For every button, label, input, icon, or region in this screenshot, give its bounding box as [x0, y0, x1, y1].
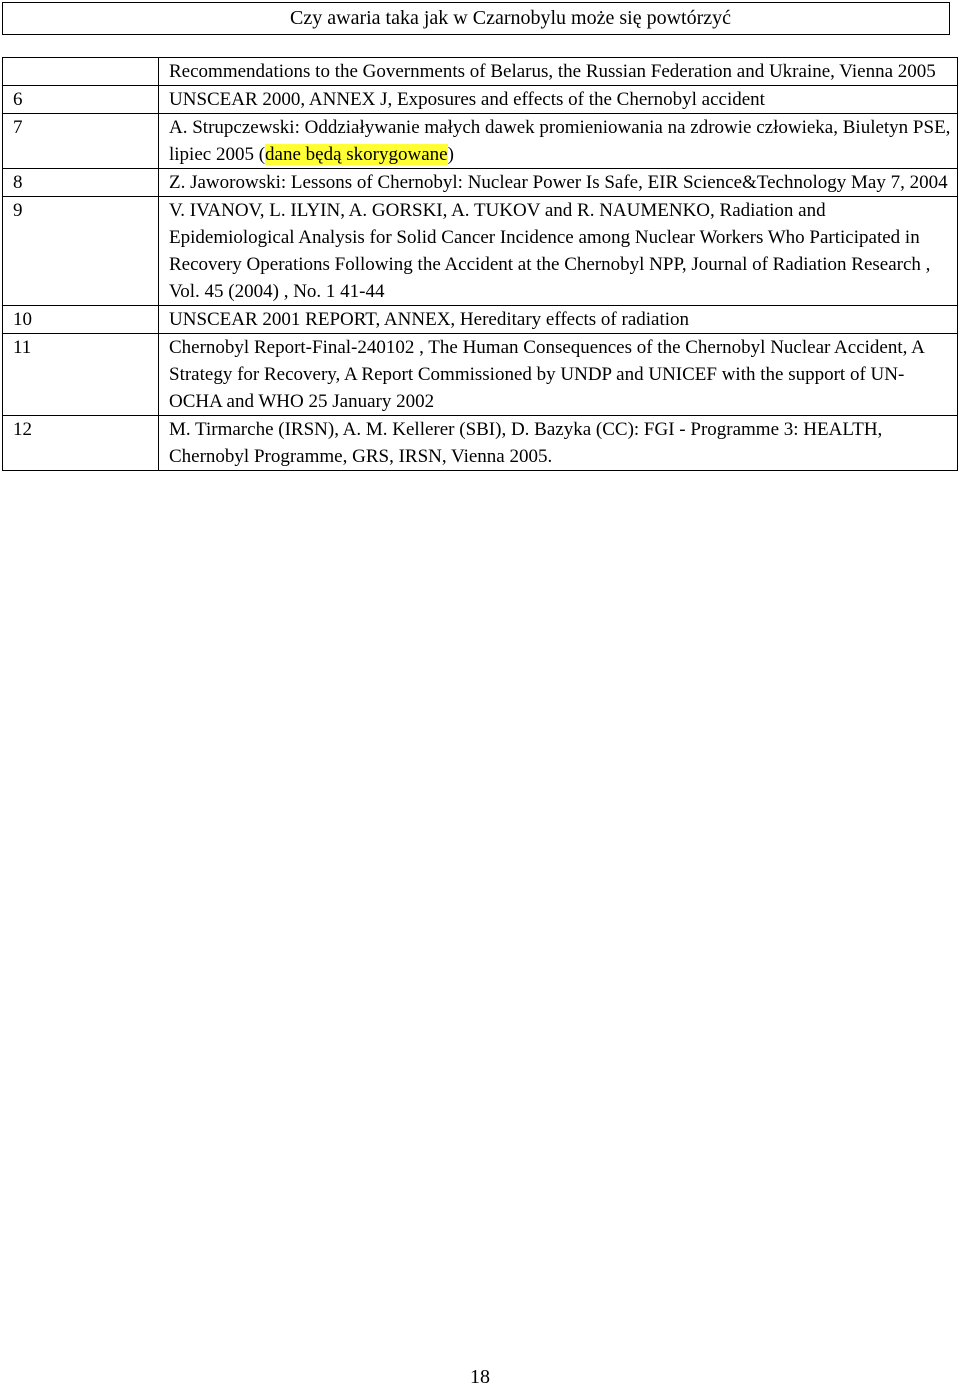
reference-row [3, 197, 958, 306]
reference-row [3, 58, 958, 86]
reference-text-segment: ) [447, 144, 454, 165]
reference-number [3, 58, 159, 86]
reference-row [3, 114, 958, 169]
page-number: 18 [470, 1366, 490, 1388]
reference-text [159, 114, 958, 169]
reference-number: 7 [3, 114, 159, 169]
reference-text [159, 169, 958, 197]
reference-text [159, 334, 958, 416]
reference-row [3, 416, 958, 471]
reference-text-segment: V. IVANOV, L. ILYIN, A. GORSKI, A. TUKOV and R. NAUMENKO, Radiation and Epidemiological Analysis for Solid Cancer Incidence among Nuclear Workers Who Participated in Recovery Operations Following the Accident at the Chernobyl NPP, Journal of Radiation Research , Vol. 45 (2004) , No. 1 41-44 [169, 200, 931, 302]
reference-number: 6 [3, 86, 159, 114]
reference-text-segment: Recommendations to the Governments of Belarus, the Russian Federation and Ukraine, Vienna 2005 [169, 61, 936, 82]
header-title: Czy awaria taka jak w Czarnobylu może się powtórzyć [290, 7, 731, 29]
reference-row [3, 169, 958, 197]
reference-number: 12 [3, 416, 159, 471]
reference-text-segment: Chernobyl Report-Final-240102 , The Human Consequences of the Chernobyl Nuclear Accident, A Strategy for Recovery, A Report Commissioned by UNDP and UNICEF with the support of UN-OCHA and WHO 25 January 2002 [169, 337, 924, 412]
reference-text [159, 197, 958, 306]
reference-text [159, 306, 958, 334]
reference-text [159, 416, 958, 471]
reference-row [3, 86, 958, 114]
reference-number: 8 [3, 169, 159, 197]
reference-text-segment: M. Tirmarche (IRSN), A. M. Kellerer (SBI), D. Bazyka (CC): FGI - Programme 3: HEALTH, Chernobyl Programme, GRS, IRSN, Vienna 2005. [169, 419, 883, 467]
highlighted-text: dane będą skorygowane [265, 144, 448, 165]
reference-row [3, 306, 958, 334]
reference-text-segment: UNSCEAR 2000, ANNEX J, Exposures and effects of the Chernobyl accident [169, 89, 765, 110]
reference-number: 11 [3, 334, 159, 416]
page-header [2, 2, 950, 35]
reference-text [159, 86, 958, 114]
reference-text-segment: A. Strupczewski: Oddziaływanie małych dawek promieniowania na zdrowie człowieka, Biuletyn PSE, lipiec 2005 ( [169, 117, 951, 165]
references-table [2, 57, 958, 471]
reference-number: 9 [3, 197, 159, 306]
reference-text [159, 58, 958, 86]
reference-number: 10 [3, 306, 159, 334]
reference-row [3, 334, 958, 416]
reference-text-segment: Z. Jaworowski: Lessons of Chernobyl: Nuclear Power Is Safe, EIR Science&Technology May 7, 2004 [169, 172, 948, 193]
reference-text-segment: UNSCEAR 2001 REPORT, ANNEX, Hereditary effects of radiation [169, 309, 690, 330]
